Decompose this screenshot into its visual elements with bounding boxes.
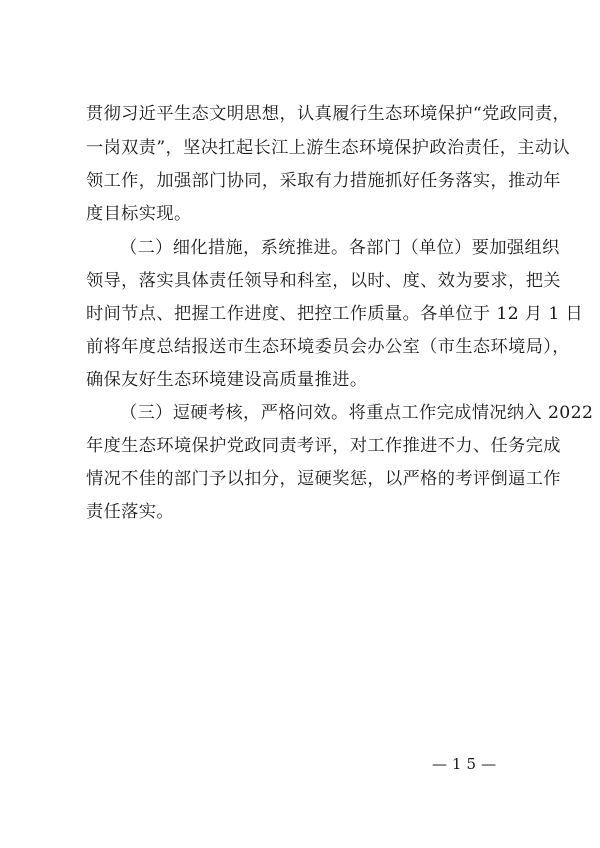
body-text-run: 将重点工作完成情况纳入 2022 [348,403,594,423]
section-first-line [120,396,594,430]
body-text-line: 领工作，加强部门协同，采取有力措施抓好任务落实，推动年 [86,171,561,191]
body-text-line: 责任落实。 [86,502,174,522]
page-number: —15— [432,755,502,773]
section-heading: （二）细化措施，系统推进。 [120,238,349,258]
body-text-line: 一岗双责”，坚决扛起长江上游生态环境保护政治责任，主动认 [86,138,571,158]
body-text-line: 情况不佳的部门予以扣分，逗硬奖惩，以严格的考评倒逼工作 [86,469,561,489]
body-text-line: 前将年度总结报送市生态环境委员会办公室（市生态环境局）， [86,337,570,357]
section-first-line [120,231,560,265]
body-text-line: 年度生态环境保护党政同责考评，对工作推进不力、任务完成 [86,436,561,456]
body-text-line: 贯彻习近平生态文明思想，认真履行生态环境保护“党政同责， [86,104,571,124]
body-text-line: 时间节点、把握工作进度、把控工作质量。各单位于 12 月 1 日 [86,304,584,324]
body-text-line: 度目标实现。 [86,204,192,224]
body-text-line: 领导，落实具体责任领导和科室，以时、度、效为要求，把关 [86,271,561,291]
body-text-line: 确保友好生态环境建设高质量推进。 [86,370,368,390]
section-heading: （三）逗硬考核，严格问效。 [120,403,349,423]
body-text-run: 各部门（单位）要加强组织 [348,238,560,258]
